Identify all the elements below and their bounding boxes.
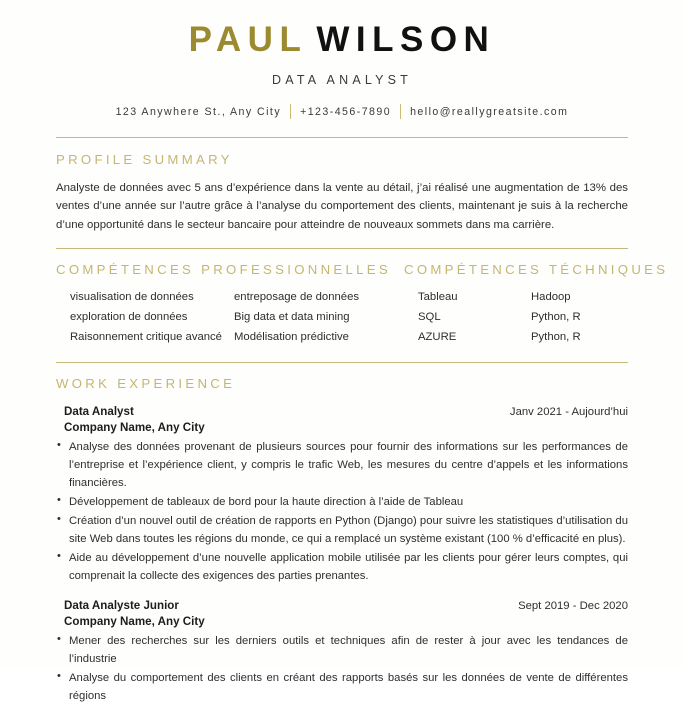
job-bullet: • Analyse du comportement des clients en créant des rapports basés sur les données de vente de différentes régions	[56, 669, 628, 705]
job-entry	[56, 405, 628, 586]
professional-skills-col-1	[56, 288, 234, 348]
profile-summary-section	[0, 152, 684, 234]
skill-item: Big data et data mining	[234, 311, 350, 324]
job-bullet: • Développement de tableaux de bord pour la haute direction à l’aide de Tableau	[56, 493, 628, 511]
divider-after-header	[56, 137, 628, 138]
contact-address[interactable]: 123 Anywhere St., Any City	[115, 105, 282, 118]
professional-skills-column	[56, 262, 404, 348]
contact-phone[interactable]: +123-456-7890	[300, 105, 392, 118]
technical-skills-column	[404, 262, 669, 348]
skills-columns	[56, 262, 669, 348]
job-responsibilities	[56, 632, 628, 705]
skill-item: AZURE	[418, 331, 457, 344]
job-date-range: Janv 2021 - Aujourd’hui	[509, 406, 628, 419]
contact-bar	[0, 104, 684, 119]
skill-item: Tableau	[418, 291, 458, 304]
skill-item: Python, R	[531, 331, 581, 344]
job-bullet: • Analyse des données provenant de plusieurs sources pour fournir des informations sur les performances de l’entreprise et l’expérience client, y compris le trafic Web, les mesures du centre d’appels et les informations financières.	[56, 438, 628, 492]
job-role-subtitle: DATA ANALYST	[271, 73, 412, 87]
job-company: Company Name, Any City	[64, 614, 205, 628]
job-bullet: • Aide au développement d’une nouvelle application mobile utilisée par les clients pour gérer leurs comptes, qui comprenait la collecte des exigences des parties prenantes.	[56, 549, 628, 585]
professional-skills-grid	[56, 288, 404, 348]
contact-email[interactable]: hello@reallygreatsite.com	[410, 105, 569, 118]
divider-after-skills	[56, 362, 628, 363]
job-responsibilities	[56, 438, 628, 586]
skill-item: visualisation de données	[70, 291, 194, 304]
divider-after-profile	[56, 248, 628, 249]
job-title: Data Analyste Junior	[64, 598, 179, 612]
technical-skills-col-2	[531, 288, 639, 348]
skill-item: entreposage de données	[234, 291, 359, 304]
technical-skills-heading: COMPÉTENCES TÉCHNIQUES	[404, 262, 669, 278]
candidate-name	[0, 0, 684, 57]
job-header	[56, 599, 628, 612]
job-company: Company Name, Any City	[64, 421, 205, 435]
skill-item: Raisonnement critique avancé	[70, 331, 222, 344]
skill-item: Modélisation prédictive	[234, 331, 349, 344]
professional-skills-col-2	[234, 288, 404, 348]
professional-skills-heading: COMPÉTENCES PROFESSIONNELLES	[56, 262, 391, 278]
job-header	[56, 405, 628, 418]
last-name: WILSON	[316, 20, 496, 59]
technical-skills-col-1	[404, 288, 531, 348]
job-entry	[56, 599, 628, 705]
job-date-range: Sept 2019 - Dec 2020	[518, 599, 628, 612]
skill-item: Python, R	[531, 311, 581, 324]
skills-section	[0, 262, 684, 348]
profile-summary-heading: PROFILE SUMMARY	[56, 152, 233, 167]
first-name: PAUL	[188, 20, 308, 59]
skill-item: Hadoop	[531, 291, 571, 304]
skill-item: SQL	[418, 311, 441, 324]
job-title: Data Analyst	[64, 405, 134, 419]
work-experience-section	[0, 376, 684, 705]
work-experience-heading: WORK EXPERIENCE	[56, 376, 236, 392]
skill-item: exploration de données	[70, 311, 188, 324]
technical-skills-grid	[404, 288, 639, 348]
job-bullet: • Mener des recherches sur les derniers outils et techniques afin de rester à jour avec les tendances de l’industrie	[56, 632, 628, 668]
job-bullet: • Création d’un nouvel outil de création de rapports en Python (Django) pour suivre les statistiques d’utilisation du site Web dans toutes les régions du monde, ce qui a remplacé un système existant (100 % d’efficacité en plus).	[56, 512, 628, 548]
profile-summary-text: Analyste de données avec 5 ans d’expérience dans la vente au détail, j’ai réalisé une augmentation de 13% des ventes d’une année sur l’autre grâce à l’analyse du comportement des clients, maintenant je suis à la recherche d’une opportunité dans le secteur bancaire pour atteindre de nouveaux sommets dans ma carrière.	[56, 182, 628, 231]
